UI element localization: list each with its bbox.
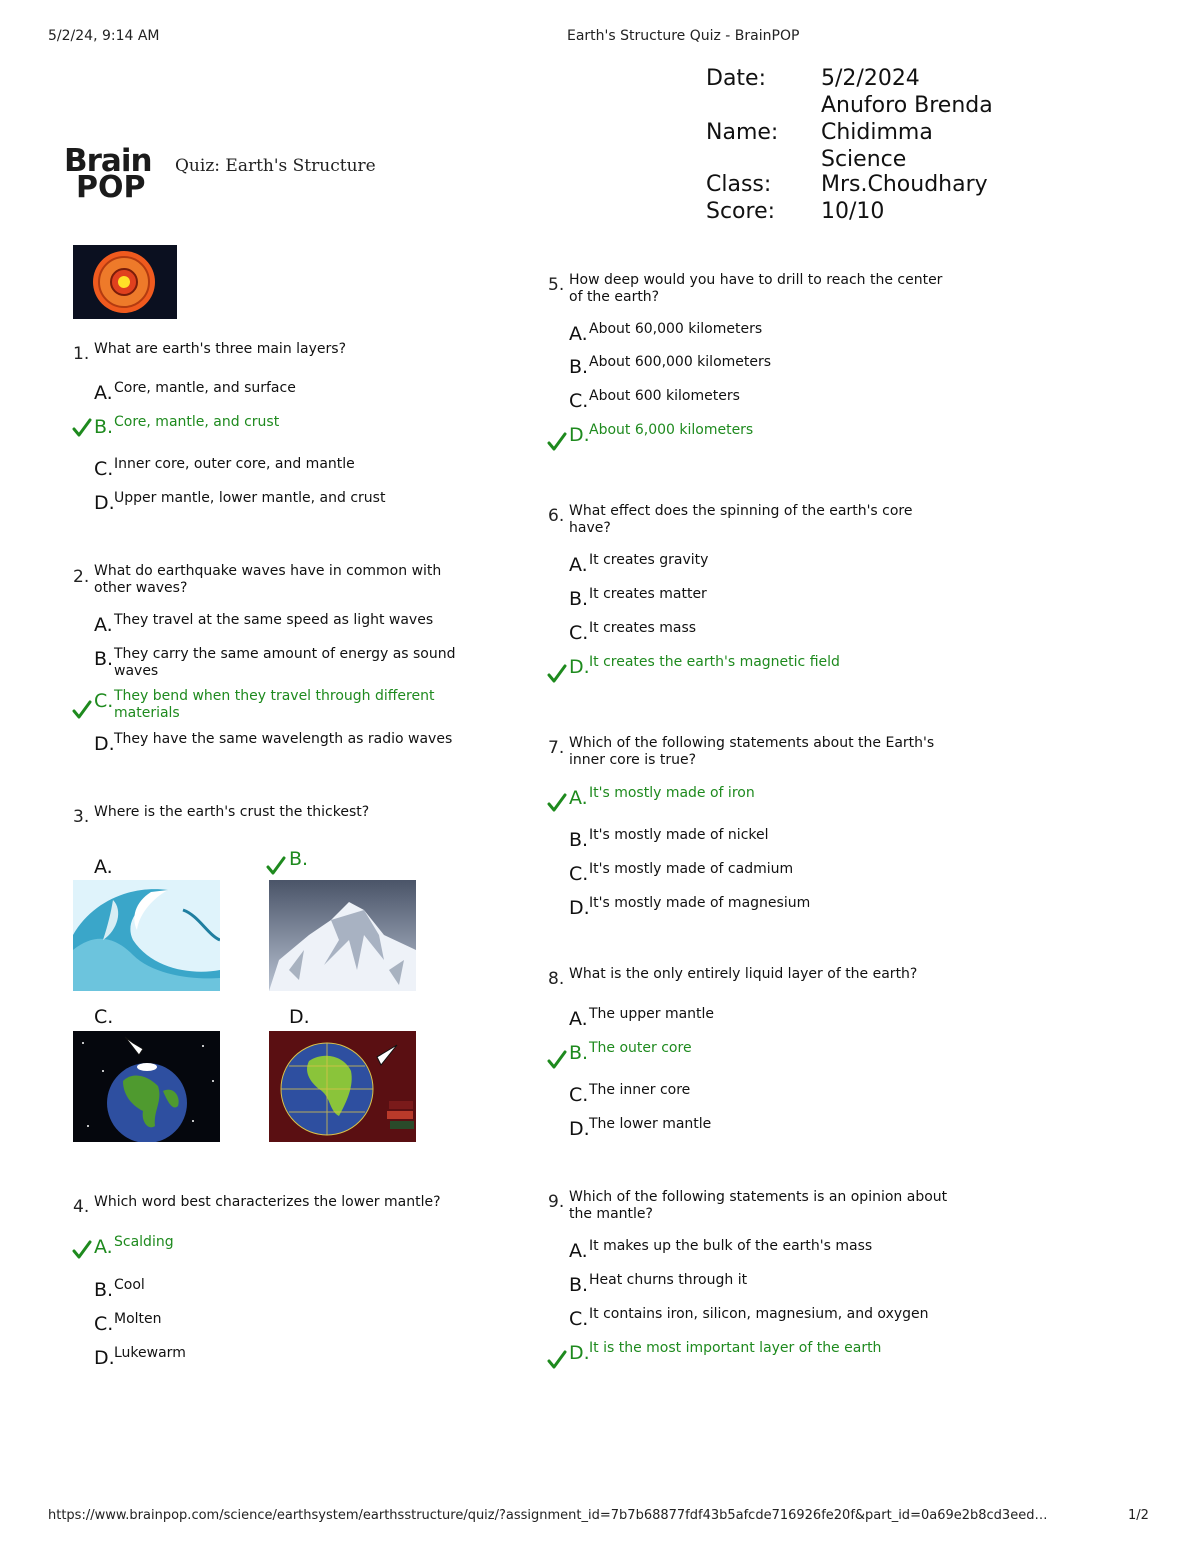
checkmark-icon (547, 1350, 567, 1370)
option-text: Molten (114, 1311, 162, 1327)
option-text: Cool (114, 1277, 145, 1293)
question-text: What effect does the spinning of the earth's core have? (569, 503, 913, 536)
option-text: They have the same wavelength as radio waves (114, 731, 453, 747)
option-text: Lukewarm (114, 1345, 186, 1361)
checkmark-icon (72, 700, 92, 720)
option-letter: C. (569, 622, 589, 644)
date-value: 5/2/2024 (821, 66, 920, 91)
print-datetime: 5/2/24, 9:14 AM (48, 28, 160, 44)
score-label: Score: (706, 199, 776, 224)
option-text: Inner core, outer core, and mantle (114, 456, 355, 472)
option-text: It's mostly made of magnesium (589, 895, 811, 911)
option-letter: B. (569, 356, 589, 378)
option-text: It's mostly made of cadmium (589, 861, 794, 877)
question-number: 7. (548, 738, 565, 758)
option-text: They travel at the same speed as light waves (114, 612, 434, 628)
option-letter: D. (569, 1118, 590, 1140)
option-letter: D. (569, 1342, 590, 1364)
question-number: 8. (548, 969, 565, 989)
print-url: https://www.brainpop.com/science/earthsystem/earthsstructure/quiz/?assignment_id=7b7b68877fdf43b5afcde716926fe20f&part_id=0a69e2b8cd3eed… (48, 1508, 1048, 1523)
ocean-wave-image[interactable] (73, 880, 220, 991)
option-letter: D. (569, 897, 590, 919)
option-text: It is the most important layer of the earth (589, 1340, 882, 1356)
class-value-line2: Mrs.Choudhary (821, 172, 988, 197)
option-letter: A. (569, 1240, 588, 1262)
checkmark-icon (266, 856, 286, 876)
checkmark-icon (547, 664, 567, 684)
option-letter: C. (569, 863, 589, 885)
option-letter: C. (569, 1084, 589, 1106)
option-letter: A. (94, 382, 113, 404)
checkmark-icon (547, 793, 567, 813)
option-letter: A. (569, 554, 588, 576)
option-text: About 600 kilometers (589, 388, 740, 404)
option-text: It creates matter (589, 586, 707, 602)
class-value-line1: Science (821, 147, 907, 172)
option-text: About 600,000 kilometers (589, 354, 772, 370)
question-number: 2. (73, 567, 90, 587)
question-text: What are earth's three main layers? (94, 341, 346, 357)
option-letter: B. (569, 1042, 589, 1064)
option-letter: C. (94, 1313, 114, 1335)
option-text: Scalding (114, 1234, 174, 1250)
question-text: Which of the following statements is an opinion about the mantle? (569, 1189, 948, 1222)
question-text: How deep would you have to drill to reach the center of the earth? (569, 272, 943, 305)
date-label: Date: (706, 66, 766, 91)
question-text: Which of the following statements about the Earth's inner core is true? (569, 735, 935, 768)
name-value-line1: Anuforo Brenda (821, 93, 993, 118)
question-number: 1. (73, 344, 90, 364)
earth-north-pole-image[interactable] (73, 1031, 220, 1142)
option-letter: D. (94, 492, 115, 514)
option-text: It's mostly made of iron (589, 785, 755, 801)
option-letter: C. (94, 690, 114, 712)
mountain-image[interactable] (269, 880, 416, 991)
question-text: Which word best characterizes the lower mantle? (94, 1194, 441, 1210)
image-option-d-label: D. (289, 1006, 310, 1028)
question-text: What is the only entirely liquid layer of the earth? (569, 966, 918, 982)
option-text: About 60,000 kilometers (589, 321, 763, 337)
option-letter: D. (569, 424, 590, 446)
option-letter: A. (569, 787, 588, 809)
name-label: Name: (706, 120, 779, 145)
question-number: 6. (548, 506, 565, 526)
image-option-c-label: C. (94, 1006, 114, 1028)
option-text: Core, mantle, and crust (114, 414, 280, 430)
question-text: Where is the earth's crust the thickest? (94, 804, 370, 820)
option-letter: D. (94, 1347, 115, 1369)
option-text: It makes up the bulk of the earth's mass (589, 1238, 873, 1254)
option-text: The upper mantle (589, 1006, 715, 1022)
option-text: They carry the same amount of energy as sound waves (114, 646, 456, 679)
option-text: The lower mantle (589, 1116, 712, 1132)
checkmark-icon (72, 418, 92, 438)
option-letter: B. (569, 829, 589, 851)
checkmark-icon (72, 1240, 92, 1260)
name-value-line2: Chidimma (821, 120, 933, 145)
image-option-b-label: B. (289, 848, 309, 870)
option-letter: A. (569, 323, 588, 345)
earth-layers-image (73, 245, 177, 319)
class-label: Class: (706, 172, 772, 197)
option-text: It creates mass (589, 620, 697, 636)
option-text: They bend when they travel through different materials (114, 688, 435, 721)
option-letter: B. (94, 648, 114, 670)
print-page-title: Earth's Structure Quiz - BrainPOP (567, 28, 800, 44)
option-letter: A. (569, 1008, 588, 1030)
option-text: It creates the earth's magnetic field (589, 654, 840, 670)
logo-pop-text: POP (76, 170, 146, 205)
option-text: The outer core (589, 1040, 692, 1056)
option-letter: A. (94, 614, 113, 636)
option-letter: B. (94, 416, 114, 438)
option-text: It contains iron, silicon, magnesium, and oxygen (589, 1306, 929, 1322)
question-text: What do earthquake waves have in common with other waves? (94, 563, 442, 596)
option-text: Heat churns through it (589, 1272, 748, 1288)
question-number: 3. (73, 807, 90, 827)
checkmark-icon (547, 1050, 567, 1070)
checkmark-icon (547, 432, 567, 452)
quiz-title: Quiz: Earth's Structure (175, 156, 376, 176)
question-number: 5. (548, 275, 565, 295)
score-value: 10/10 (821, 199, 885, 224)
logo-brain-text: Brain (64, 143, 152, 179)
option-text: It creates gravity (589, 552, 709, 568)
option-text: Core, mantle, and surface (114, 380, 296, 396)
option-text: About 6,000 kilometers (589, 422, 754, 438)
option-letter: B. (94, 1279, 114, 1301)
option-letter: A. (94, 1236, 113, 1258)
option-letter: C. (94, 458, 114, 480)
option-text: It's mostly made of nickel (589, 827, 769, 843)
option-letter: B. (569, 588, 589, 610)
image-option-a-label: A. (94, 856, 113, 878)
option-letter: C. (569, 390, 589, 412)
globe-africa-image[interactable] (269, 1031, 416, 1142)
option-text: The inner core (589, 1082, 691, 1098)
option-letter: C. (569, 1308, 589, 1330)
option-letter: D. (94, 733, 115, 755)
option-text: Upper mantle, lower mantle, and crust (114, 490, 386, 506)
option-letter: D. (569, 656, 590, 678)
question-number: 4. (73, 1197, 90, 1217)
print-page-number: 1/2 (1128, 1508, 1149, 1523)
question-number: 9. (548, 1192, 565, 1212)
option-letter: B. (569, 1274, 589, 1296)
